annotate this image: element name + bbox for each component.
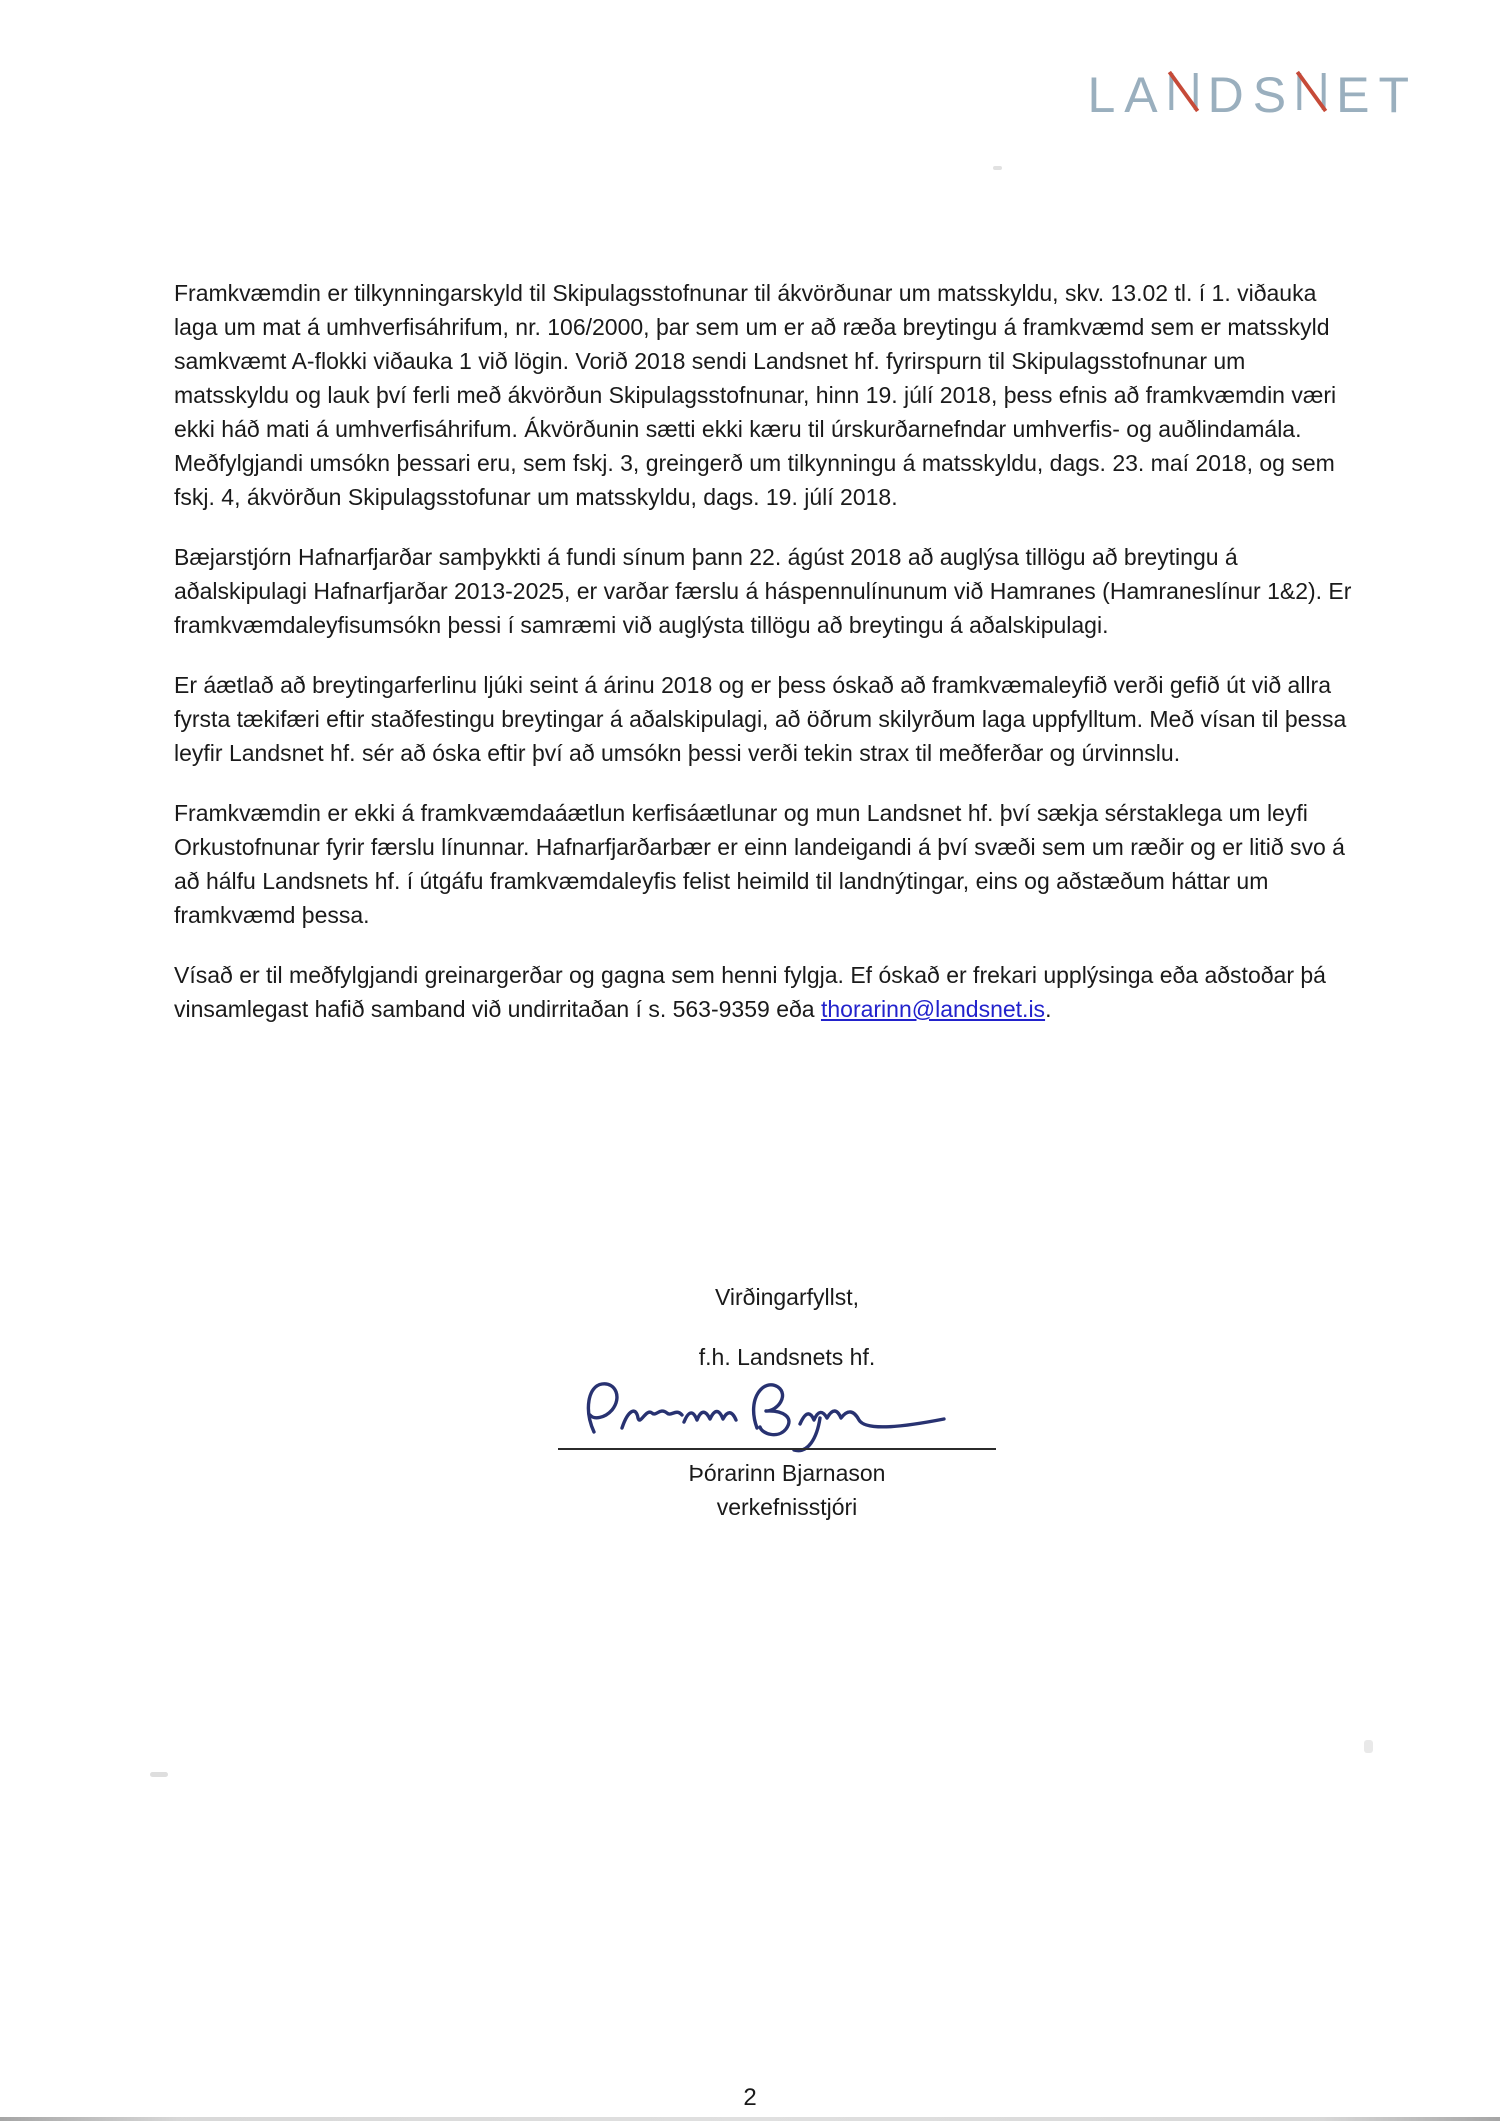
logo-n-glyph-icon [1168, 73, 1199, 110]
paragraph: Framkvæmdin er tilkynningarskyld til Skipulagsstofnunar til ákvörðunar um matsskyldu, skv. 13.02 tl. í 1. viðauka laga um mat á umhverfisáhrifum, nr. 106/2000, þar sem um er að ræða breytingu á framkvæmd sem er matsskyld samkvæmt A-flokki viðauka 1 við lögin. Vorið 2018 sendi Landsnet hf. fyrirspurn til Skipulagsstofnunar um matsskyldu og lauk því ferli með ákvörðun Skipulagsstofnunar, hinn 19. júlí 2018, þess efnis að framkvæmdin væri ekki háð mati á umhverfisáhrifum. Ákvörðunin sætti ekki kæru til úrskurðarnefndar umhverfis- og auðlindamála. Meðfylgjandi umsókn þessari eru, sem fskj. 3, greingerð um tilkynningu á matsskyldu, dags. 23. maí 2018, og sem fskj. 4, ákvörðun Skipulagsstofunar um matsskyldu, dags. 19. júlí 2018. [174, 280, 1337, 510]
contact-text: Vísað er til meðfylgjandi greinargerðar og gagna sem henni fylgja. Ef óskað er frekari upplýsinga eða aðstoðar þá vinsamlegast hafið samband við undirritaðan í s. 563-9359 eða [174, 962, 1326, 1022]
signer-title: verkefnisstjóri [716, 1494, 858, 1520]
signature-area [552, 1376, 1022, 1456]
logo-text-part: DS [1207, 67, 1296, 123]
scan-edge-artifact [0, 2117, 1500, 2121]
closing-on-behalf: f.h. Landsnets hf. [698, 1344, 876, 1370]
logo-text-part: ET [1336, 67, 1418, 123]
scan-artifact [1364, 1740, 1373, 1753]
scan-artifact [150, 1772, 168, 1777]
page-number: 2 [743, 2084, 757, 2111]
paragraph: Bæjarstjórn Hafnarfjarðar samþykkti á fundi sínum þann 22. ágúst 2018 að auglýsa tillögu að breytingu á aðalskipulagi Hafnarfjarðar 2013-2025, er varðar færslu á háspennulínunum við Hamranes (Hamraneslínur 1&2). Er framkvæmdaleyfisumsókn þessi í samræmi við auglýsta tillögu að breytingu á aðalskipulagi. [174, 544, 1352, 638]
letter-body [174, 276, 1356, 1052]
scan-artifact [993, 166, 1002, 170]
landsnet-logo [1087, 67, 1418, 123]
contact-text-after: . [1045, 996, 1052, 1022]
paragraph: Framkvæmdin er ekki á framkvæmdaáætlun kerfisáætlunar og mun Landsnet hf. því sækja sérstaklega um leyfi Orkustofnunar fyrir færslu línunnar. Hafnarfjarðarbær er einn landeigandi á því svæði sem um ræðir og er litið svo á að hálfu Landsnets hf. í útgáfu framkvæmdaleyfis felist heimild til landnýtingar, eins og aðstæðum háttar um framkvæmd þessa. [174, 800, 1345, 928]
logo-n-glyph-icon [1296, 73, 1327, 110]
email-link[interactable]: thorarinn@landsnet.is [820, 996, 1046, 1022]
closing-salutation: Virðingarfyllst, [714, 1284, 860, 1310]
logo-text-part: LA [1087, 67, 1167, 123]
paragraph: Er áætlað að breytingarferlinu ljúki seint á árinu 2018 og er þess óskað að framkvæmaleyfið verði gefið út við allra fyrsta tækifæri eftir staðfestingu breytingar á aðalskipulagi, að öðrum skilyrðum laga uppfylltum. Með vísan til þessa leyfir Landsnet hf. sér að óska eftir því að umsókn þessi verði tekin strax til meðferðar og úrvinnslu. [174, 672, 1347, 766]
contact-paragraph [174, 958, 1356, 1026]
signature-line [558, 1448, 996, 1450]
closing-block [552, 1280, 1022, 1524]
handwritten-signature-image [572, 1366, 982, 1466]
signer-name: Þórarinn Bjarnason [688, 1460, 886, 1486]
